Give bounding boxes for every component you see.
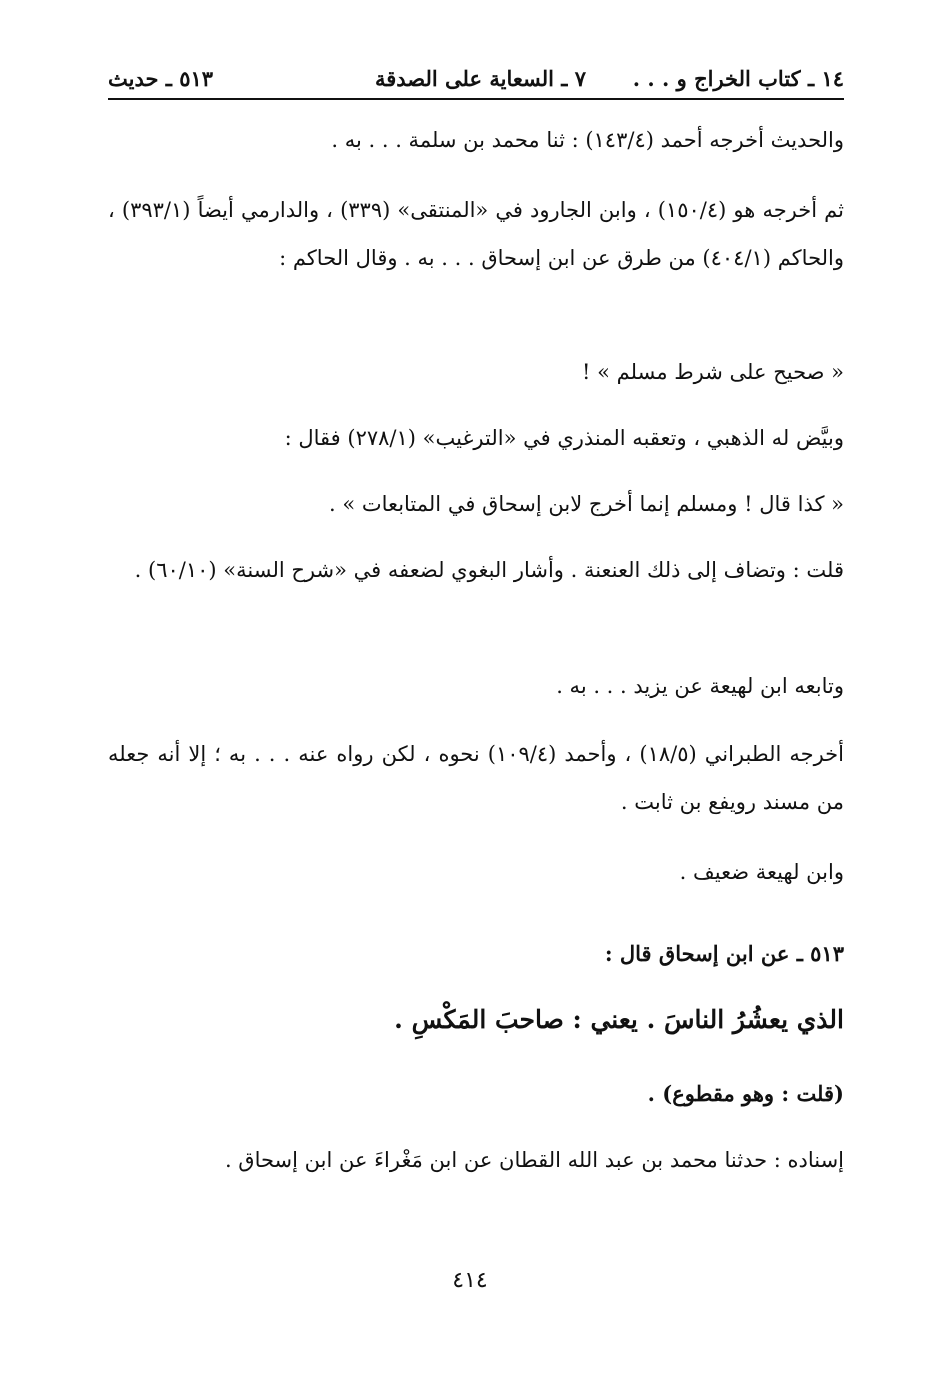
hadith-text: الذي يعشُرُ الناسَ . يعني : صاحبَ المَكْسِ . [394, 1005, 844, 1034]
hadith-ruling: (قلت : وهو مقطوع) . [647, 1081, 844, 1106]
header-hadith-number: ٥١٣ ـ حديث [108, 66, 214, 91]
header-book-title: ١٤ ـ كتاب الخراج و . . . [632, 66, 844, 91]
hadith-isnad: إسناده : حدثنا محمد بن عبد الله القطان عن ابن مَغْراءَ عن ابن إسحاق . [224, 1148, 844, 1172]
running-header [108, 62, 844, 96]
header-chapter-title: ٧ ـ السعاية على الصدقة [374, 66, 586, 91]
paragraph-7: وتابعه ابن لهيعة عن يزيد . . . به . [556, 674, 844, 698]
paragraph-5-quote: « كذا قال ! ومسلم إنما أخرج لابن إسحاق في المتابعات » . [329, 492, 844, 516]
paragraph-6: قلت : وتضاف إلى ذلك العنعنة . وأشار البغوي لضعفه في «شرح السنة» (٦٠/١٠) . [134, 558, 844, 582]
paragraph-8: أخرجه الطبراني (١٨/٥) ، وأحمد (١٠٩/٤) نحوه ، لكن رواه عنه . . . به ؛ إلا أنه جعله من مسند رويفع بن ثابت . [108, 742, 844, 814]
paragraph-3-quote: « صحيح على شرط مسلم » ! [582, 360, 844, 384]
hadith-heading: ٥١٣ ـ عن ابن إسحاق قال : [604, 941, 844, 966]
paragraph-4: وبيَّض له الذهبي ، وتعقبه المنذري في «الترغيب» (٢٧٨/١) فقال : [284, 426, 844, 450]
paragraph-1: والحديث أخرجه أحمد (١٤٣/٤) : ثنا محمد بن سلمة . . . به . [331, 128, 844, 152]
paragraph-9: وابن لهيعة ضعيف . [679, 860, 844, 884]
page-number: ٤١٤ [452, 1268, 488, 1293]
paragraph-2: ثم أخرجه هو (١٥٠/٤) ، وابن الجارود في «المنتقى» (٣٣٩) ، والدارمي أيضاً (٣٩٣/١) ، والحاكم (٤٠٤/١) من طرق عن ابن إسحاق . . . به . وقال الحاكم : [108, 198, 845, 270]
header-rule [108, 98, 844, 100]
